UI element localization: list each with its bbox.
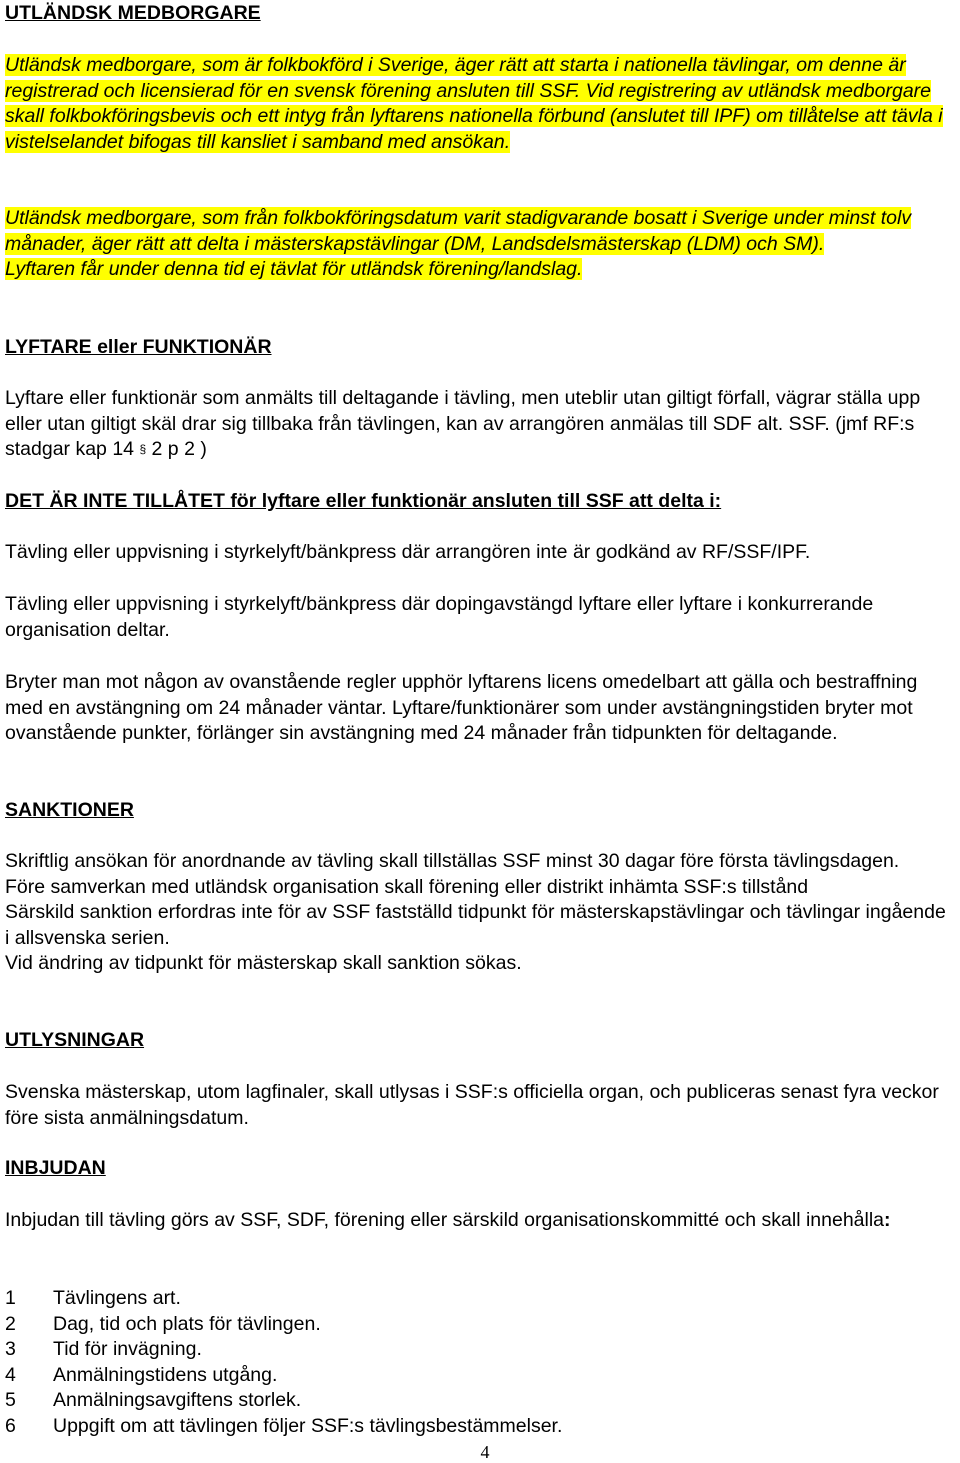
list-item: 1 Tävlingens art.: [5, 1287, 181, 1309]
foreign-citizen-paragraph-1: [5, 53, 955, 155]
heading-sanctions: SANKTIONER: [5, 799, 134, 821]
list-item: 5 Anmälningsavgiftens storlek.: [5, 1389, 302, 1412]
invitation-intro: Inbjudan till tävling görs av SSF, SDF, förening eller särskild organisationskommitté och skall innehålla:: [5, 1209, 891, 1231]
heading-not-permitted: DET ÄR INTE TILLÅTET för lyftare eller funktionär ansluten till SSF att delta i:: [5, 490, 722, 512]
prohibited-paragraph-2: Tävling eller uppvisning i styrkelyft/bänkpress där dopingavstängd lyftare eller lyftare i konkurrerande organisation deltar.: [5, 593, 874, 641]
foreign-citizen-paragraph-2: [5, 206, 955, 283]
prohibited-paragraph-3: Bryter man mot någon av ovanstående regler upphör lyftarens licens omedelbart att gälla och bestraffning med en avstängning om 24 månader väntar. Lyftare/funktionärer som under avstängningstiden bryter mot ovanstående punkter, förlänger sin avstängning med 24 månader från tidpunkten för deltagande.: [5, 671, 918, 745]
page-number: 4: [480, 1442, 490, 1462]
list-item: 2 Dag, tid och plats för tävlingen.: [5, 1312, 321, 1335]
highlighted-text: Utländsk medborgare, som från folkbokföringsdatum varit stadigvarande bosatt i Sverige under minst tolv månader, äger rätt att delta i mästerskapstävlingar (DM, Landsdelsmästerskap (LDM) och SM).: [5, 207, 912, 255]
section-sign: §: [139, 442, 147, 457]
announcements-paragraph: Svenska mästerskap, utom lagfinaler, skall utlysas i SSF:s officiella organ, och publiceras senast fyra veckor före sista anmälningsdatum.: [5, 1081, 939, 1129]
sanctions-paragraph: Skriftlig ansökan för anordnande av tävling skall tillställas SSF minst 30 dagar före första tävlingsdagen. Före samverkan med utländsk organisation skall förening eller distrikt inhämta SSF:s tillstånd Särskild sanktion erfordras inte för av SSF fastställd tidpunkt för mästerskapstävlingar och tävlingar ingående i allsvenska serien. Vid ändring av tidpunkt för mästerskap skall sanktion sökas.: [5, 850, 946, 975]
heading-announcements: UTLYSNINGAR: [5, 1029, 145, 1051]
list-item: 3 Tid för invägning.: [5, 1338, 202, 1361]
list-item: 4 Anmälningstidens utgång.: [5, 1363, 278, 1386]
heading-invitation: INBJUDAN: [5, 1157, 106, 1179]
list-item: 6 Uppgift om att tävlingen följer SSF:s tävlingsbestämmelser.: [5, 1414, 563, 1437]
invitation-list: [5, 1286, 955, 1440]
highlighted-text: Utländsk medborgare, som är folkbokförd i Sverige, äger rätt att starta i nationella tävlingar, om denne är registrerad och licensierad för en svensk förening ansluten till SSF. Vid registrering av utländsk medborgare skall folkbokföringsbevis och ett intyg från lyftarens nationella förbund (anslutet till IPF) om tillåtelse att tävla i vistelselandet bifogas till kansliet i samband med ansökan.: [5, 54, 943, 153]
heading-foreign-citizen: UTLÄNDSK MEDBORGARE: [5, 2, 261, 24]
heading-lifter-or-official: LYFTARE eller FUNKTIONÄR: [5, 336, 272, 358]
lifter-paragraph: Lyftare eller funktionär som anmälts till deltagande i tävling, men uteblir utan giltigt förfall, vägrar ställa upp eller utan giltigt skäl drar sig tillbaka från tävlingen, kan av arrangören anmälas till SDF alt. SSF. (jmf RF:s stadgar kap 14 § 2 p 2 ): [5, 387, 921, 461]
prohibited-paragraph-1: Tävling eller uppvisning i styrkelyft/bänkpress där arrangören inte är godkänd av RF/SSF/IPF.: [5, 541, 811, 563]
highlighted-text: Lyftaren får under denna tid ej tävlat för utländsk förening/landslag.: [5, 258, 583, 281]
